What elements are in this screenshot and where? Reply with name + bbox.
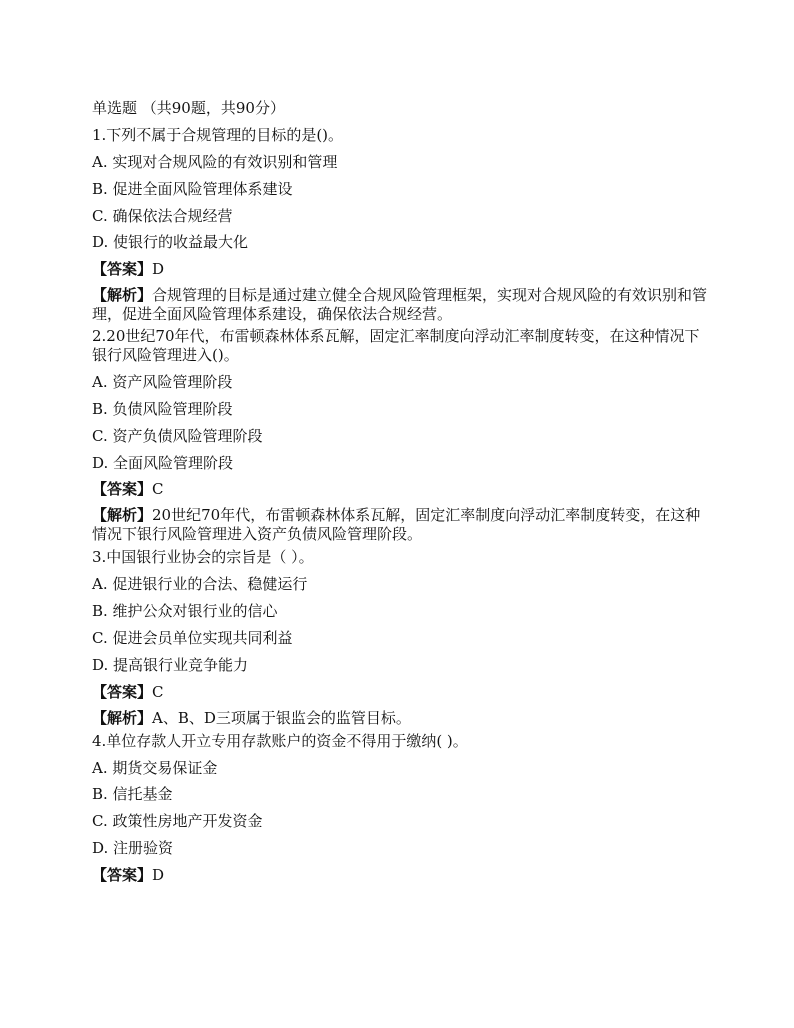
question-block (92, 125, 712, 324)
option-b: B. 信托基金 (92, 785, 173, 804)
question-stem: 1.下列不属于合规管理的目标的是()。 (92, 126, 344, 144)
answer-tag: 【答案】 (92, 865, 153, 884)
option-b: B. 负债风险管理阶段 (92, 399, 233, 418)
option-b: B. 促进全面风险管理体系建设 (92, 179, 293, 198)
answer-value: D (152, 865, 165, 884)
exam-page (92, 98, 712, 892)
question-block (92, 327, 712, 544)
option-c: C. 政策性房地产开发资金 (92, 812, 263, 831)
option-c: C. 促进会员单位实现共同利益 (92, 628, 293, 647)
analysis-text: 合规管理的目标是通过建立健全合规风险管理框架，实现对合规风险的有效识别和管理，促进全面风险管理体系建设，确保依法合规经营。 (92, 286, 708, 324)
question-stem: 2.20世纪70年代，布雷顿森林体系瓦解，固定汇率制度向浮动汇率制度转变，在这种情况下银行风险管理进入()。 (92, 327, 700, 365)
answer-tag: 【答案】 (92, 480, 153, 499)
answer-line (92, 865, 712, 885)
answer-value: D (152, 260, 165, 279)
analysis-tag: 【解析】 (92, 708, 153, 727)
analysis-text: A、B、D三项属于银监会的监管目标。 (152, 708, 411, 727)
analysis-line (92, 709, 712, 728)
option-a: A. 资产风险管理阶段 (92, 373, 233, 392)
answer-line (92, 479, 712, 499)
option-c: C. 确保依法合规经营 (92, 206, 233, 225)
section-title: 单选题 （共90题，共90分） (92, 99, 285, 117)
answer-line (92, 259, 712, 279)
option-d: D. 提高银行业竞争能力 (92, 655, 249, 674)
option-b: B. 维护公众对银行业的信心 (92, 602, 278, 621)
option-a: A. 实现对合规风险的有效识别和管理 (92, 153, 338, 171)
analysis-line (92, 506, 712, 544)
question-stem: 3.中国银行业协会的宗旨是（ ）。 (92, 548, 314, 567)
option-a: A. 期货交易保证金 (92, 758, 218, 777)
analysis-text: 20世纪70年代，布雷顿森林体系瓦解，固定汇率制度向浮动汇率制度转变，在这种情况下银行风险管理进入资产负债风险管理阶段。 (92, 506, 701, 544)
option-c: C. 资产负债风险管理阶段 (92, 426, 263, 445)
option-d: D. 全面风险管理阶段 (92, 453, 234, 472)
analysis-tag: 【解析】 (92, 286, 153, 305)
question-stem: 4.单位存款人开立专用存款账户的资金不得用于缴纳( )。 (92, 731, 468, 750)
question-block (92, 547, 712, 727)
answer-tag: 【答案】 (92, 682, 153, 701)
answer-value: C (152, 682, 164, 701)
answer-value: C (152, 480, 164, 499)
option-d: D. 注册验资 (92, 838, 174, 857)
analysis-tag: 【解析】 (92, 506, 153, 525)
analysis-line (92, 286, 712, 324)
option-d: D. 使银行的收益最大化 (92, 233, 249, 252)
question-block (92, 731, 712, 885)
answer-tag: 【答案】 (92, 260, 153, 279)
option-a: A. 促进银行业的合法、稳健运行 (92, 575, 308, 594)
answer-line (92, 682, 712, 702)
